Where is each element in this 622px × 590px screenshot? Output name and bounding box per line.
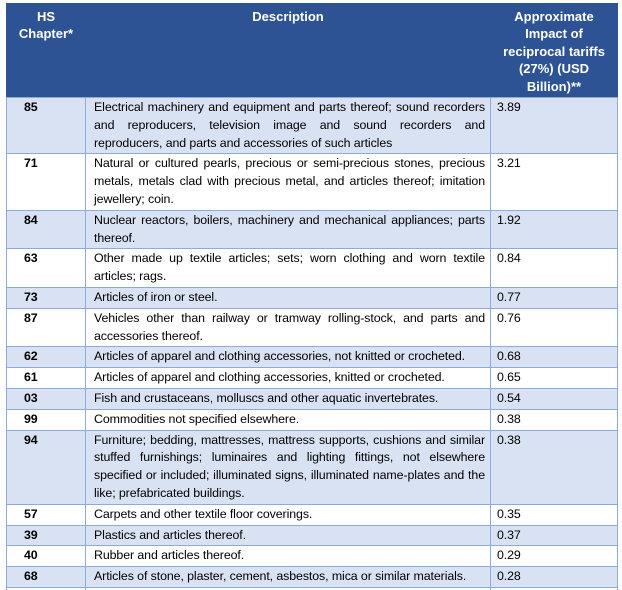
impact-value-cell: 0.54 [491,388,618,409]
table-row [7,504,618,525]
impact-value-cell: 3.21 [491,154,618,210]
impact-value-cell: 0.29 [491,546,618,567]
impact-value-cell: 0.38 [491,430,618,504]
hs-chapter-cell: 84 [7,210,86,249]
table-row [7,430,618,504]
header-row [7,4,618,98]
hs-chapter-cell: 99 [7,409,86,430]
impact-value-cell: 0.28 [491,567,618,588]
hs-chapter-cell: 61 [7,368,86,389]
description-cell: Plastics and articles thereof. [86,525,491,546]
table-row [7,546,618,567]
column-header-hs-chapter: HS Chapter* [7,4,86,98]
hs-chapter-cell: 68 [7,567,86,588]
impact-value-cell: 0.35 [491,504,618,525]
impact-value-cell: 0.38 [491,409,618,430]
table-row [7,409,618,430]
description-cell: Nuclear reactors, boilers, machinery and mechanical appliances; parts thereof. [86,210,491,249]
description-cell: Articles of stone, plaster, cement, asbestos, mica or similar materials. [86,567,491,588]
table-row [7,288,618,309]
impact-value-cell: 0.65 [491,368,618,389]
table-body [7,98,618,588]
table-row [7,249,618,288]
table-row [7,388,618,409]
hs-chapter-cell: 94 [7,430,86,504]
impact-value-cell: 1.92 [491,210,618,249]
description-cell: Commodities not specified elsewhere. [86,409,491,430]
hs-chapter-cell: 73 [7,288,86,309]
description-cell: Articles of iron or steel. [86,288,491,309]
table-row [7,210,618,249]
tariff-impact-table [6,3,618,590]
hs-chapter-cell: 03 [7,388,86,409]
table-row [7,98,618,154]
hs-chapter-cell: 62 [7,347,86,368]
description-cell: Vehicles other than railway or tramway rolling-stock, and parts and accessories thereof. [86,308,491,347]
description-cell: Rubber and articles thereof. [86,546,491,567]
hs-chapter-cell: 71 [7,154,86,210]
column-header-impact: Approximate Impact of reciprocal tariffs (27%) (USD Billion)** [491,4,618,98]
table-row [7,154,618,210]
table-row [7,308,618,347]
description-cell: Electrical machinery and equipment and parts thereof; sound recorders and reproducers, television image and sound recorders and reproducers, and parts and accessories of such articles [86,98,491,154]
column-header-description: Description [86,4,491,98]
hs-chapter-cell: 57 [7,504,86,525]
description-cell: Natural or cultured pearls, precious or semi-precious stones, precious metals, metals clad with precious metal, and articles thereof; imitation jewellery; coin. [86,154,491,210]
hs-chapter-cell: 85 [7,98,86,154]
description-cell: Furniture; bedding, mattresses, mattress supports, cushions and similar stuffed furnishings; luminaires and lighting fittings, not elsewhere specified or included; illuminated signs, illuminated name-plates and the like; prefabricated buildings. [86,430,491,504]
table-header [7,4,618,98]
table-row [7,368,618,389]
impact-value-cell: 0.68 [491,347,618,368]
description-cell: Articles of apparel and clothing accessories, knitted or crocheted. [86,368,491,389]
hs-chapter-cell: 87 [7,308,86,347]
table-row [7,347,618,368]
hs-chapter-cell: 39 [7,525,86,546]
impact-value-cell: 0.76 [491,308,618,347]
impact-value-cell: 0.84 [491,249,618,288]
hs-chapter-cell: 40 [7,546,86,567]
description-cell: Articles of apparel and clothing accessories, not knitted or crocheted. [86,347,491,368]
impact-value-cell: 0.37 [491,525,618,546]
impact-value-cell: 0.77 [491,288,618,309]
impact-value-cell: 3.89 [491,98,618,154]
table-row [7,525,618,546]
table-row [7,567,618,588]
hs-chapter-cell: 63 [7,249,86,288]
description-cell: Fish and crustaceans, molluscs and other aquatic invertebrates. [86,388,491,409]
description-cell: Carpets and other textile floor coverings. [86,504,491,525]
description-cell: Other made up textile articles; sets; worn clothing and worn textile articles; rags. [86,249,491,288]
